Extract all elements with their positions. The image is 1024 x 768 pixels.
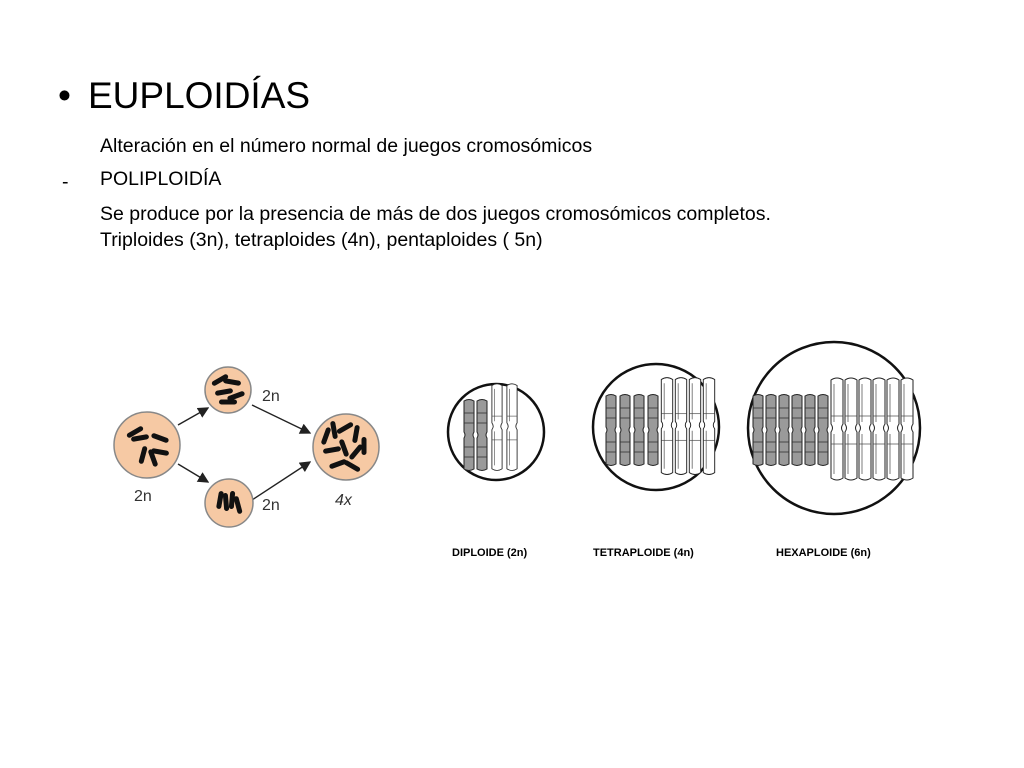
subtitle-text: POLIPLOIDÍA (100, 168, 222, 190)
label-top-2n: 2n (262, 388, 280, 405)
result-cell (313, 414, 379, 480)
polyploidy-diagram (114, 367, 379, 527)
diploid-cell (448, 384, 544, 480)
top-cell (205, 367, 251, 413)
label-source-2n: 2n (134, 488, 152, 505)
label-result-4x: 4x (335, 492, 352, 509)
definition-text: Alteración en el número normal de juegos cromosómicos (100, 135, 593, 157)
source-cell (114, 412, 180, 478)
hexaploid-cell (748, 342, 920, 514)
caption-hexaploid: HEXAPLOIDE (6n) (776, 547, 871, 559)
caption-tetraploid: TETRAPLOIDE (4n) (593, 547, 694, 559)
label-bottom-2n: 2n (262, 497, 280, 514)
list-dash: - (62, 171, 69, 193)
tetraploid-cell (593, 364, 719, 490)
description-line-1: Se produce por la presencia de más de dos juegos cromosómicos completos. (100, 203, 771, 225)
title-bullet: • (58, 75, 71, 116)
bottom-cell (205, 479, 253, 527)
description-line-2: Triploides (3n), tetraploides (4n), pentaploides ( 5n) (100, 229, 543, 251)
title-text: EUPLOIDÍAS (88, 75, 311, 116)
caption-diploid: DIPLOIDE (2n) (452, 547, 528, 559)
ploidy-comparison-diagram (448, 342, 920, 559)
